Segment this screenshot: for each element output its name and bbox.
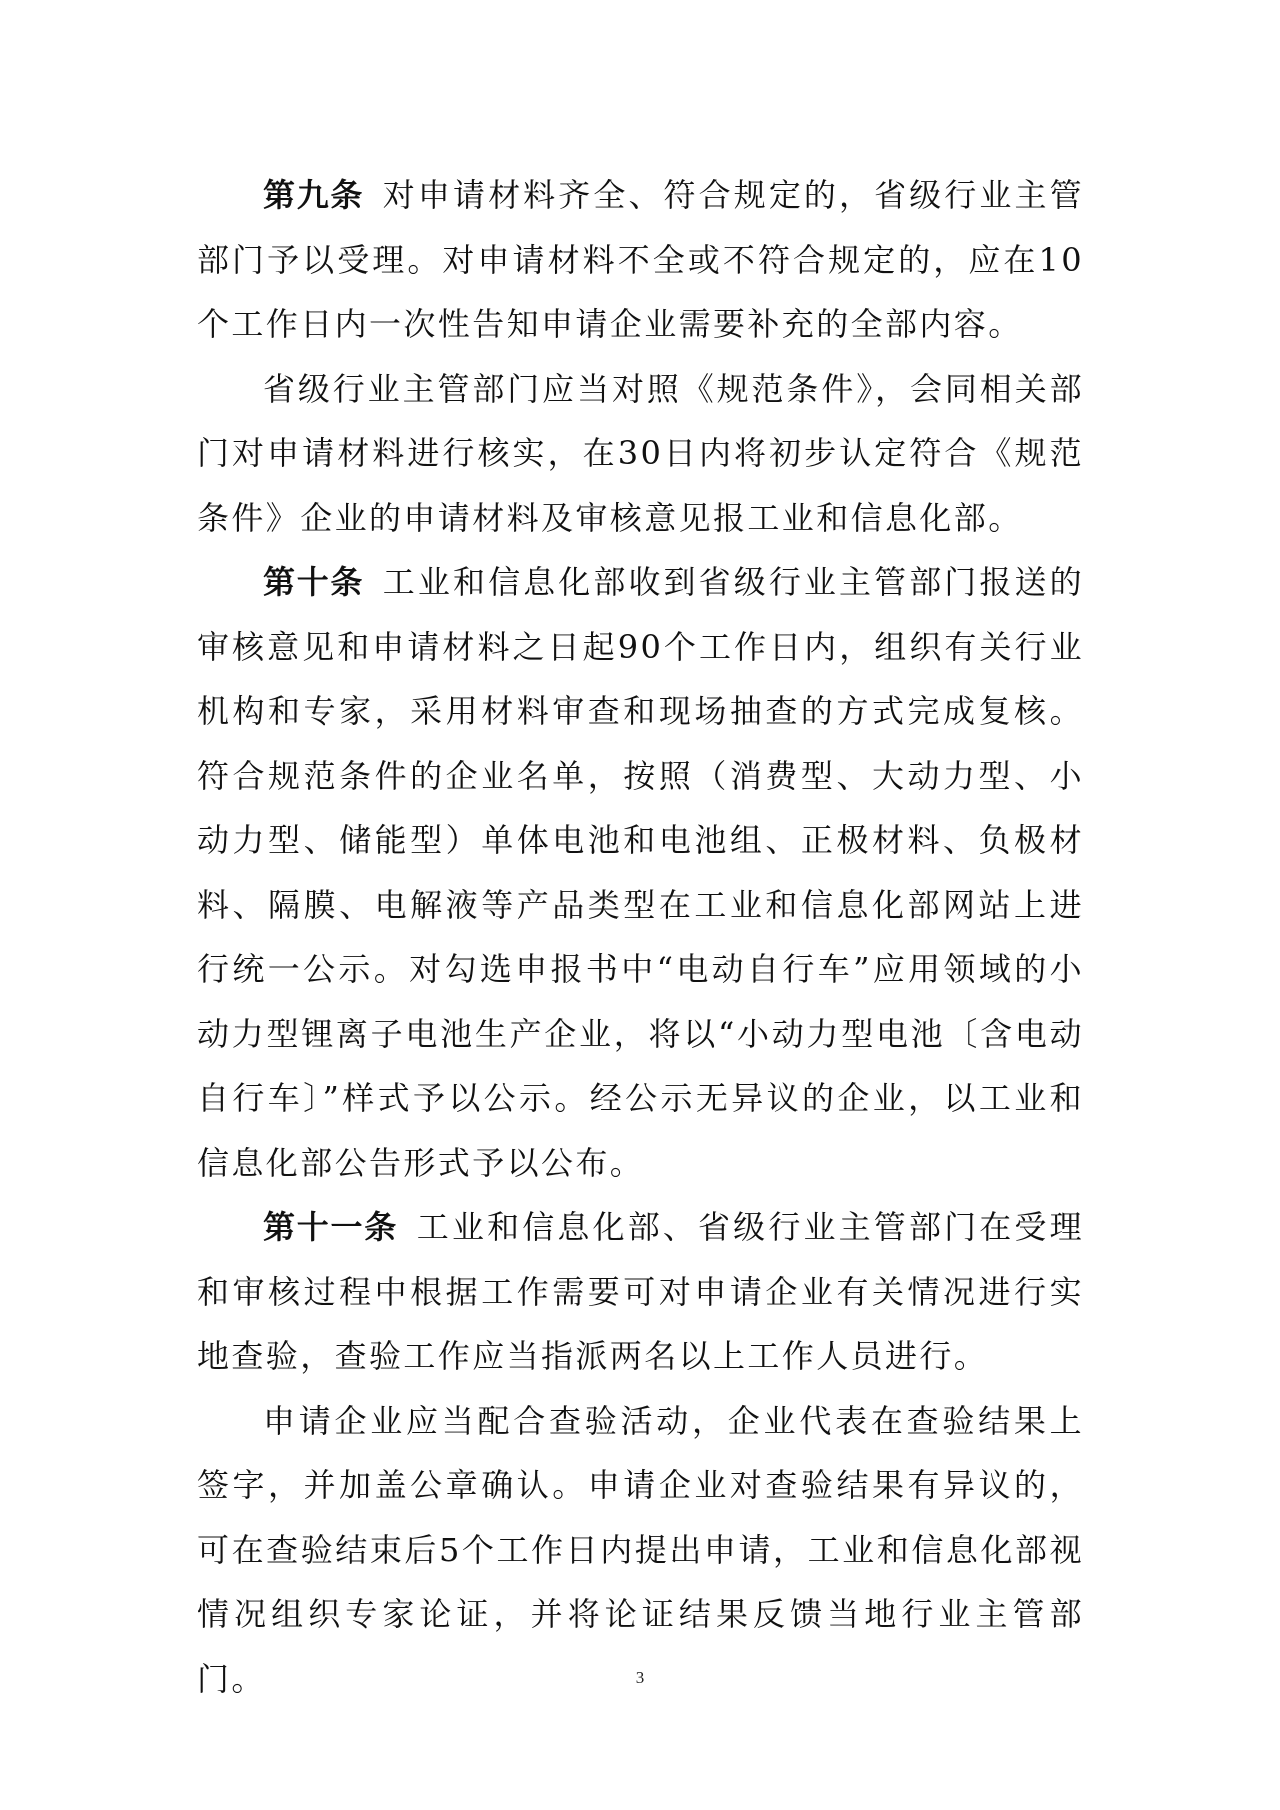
article-heading: 第九条 xyxy=(263,176,365,214)
paragraph-text: 省级行业主管部门应当对照《规范条件》，会同相关部门对申请材料进行核实，在30日内将初步认定符合《规范条件》企业的申请材料及审核意见报工业和信息化部。 xyxy=(197,369,1084,537)
paragraph-article-9 xyxy=(197,163,1084,357)
paragraph-article-11 xyxy=(197,1195,1084,1389)
document-body xyxy=(197,163,1084,1711)
paragraph-article-10 xyxy=(197,550,1084,1195)
paragraph-text: 工业和信息化部收到省级行业主管部门报送的审核意见和申请材料之日起90个工作日内，组织有关行业机构和专家，采用材料审查和现场抽查的方式完成复核。符合规范条件的企业名单，按照（消费型、大动力型、小动力型、储能型）单体电池和电池组、正极材料、负极材料、隔膜、电解液等产品类型在工业和信息化部网站上进行统一公示。对勾选申报书中“电动自行车”应用领域的小动力型锂离子电池生产企业，将以“小动力型电池〔含电动自行车〕”样式予以公示。经公示无异议的企业，以工业和信息化部公告形式予以公布。 xyxy=(197,563,1084,1182)
article-heading: 第十一条 xyxy=(263,1208,399,1246)
paragraph-article-9-continued xyxy=(197,357,1084,551)
page-number: 3 xyxy=(635,1668,645,1687)
paragraph-text: 工业和信息化部、省级行业主管部门在受理和审核过程中根据工作需要可对申请企业有关情况进行实地查验，查验工作应当指派两名以上工作人员进行。 xyxy=(197,1208,1084,1375)
article-heading: 第十条 xyxy=(263,563,365,601)
paragraph-article-11-continued xyxy=(197,1389,1084,1712)
paragraph-text: 申请企业应当配合查验活动，企业代表在查验结果上签字，并加盖公章确认。申请企业对查验结果有异议的，可在查验结束后5个工作日内提出申请，工业和信息化部视情况组织专家论证，并将论证结果反馈当地行业主管部门。 xyxy=(197,1401,1084,1698)
paragraph-text: 对申请材料齐全、符合规定的，省级行业主管部门予以受理。对申请材料不全或不符合规定的，应在10个工作日内一次性告知申请企业需要补充的全部内容。 xyxy=(197,176,1084,343)
